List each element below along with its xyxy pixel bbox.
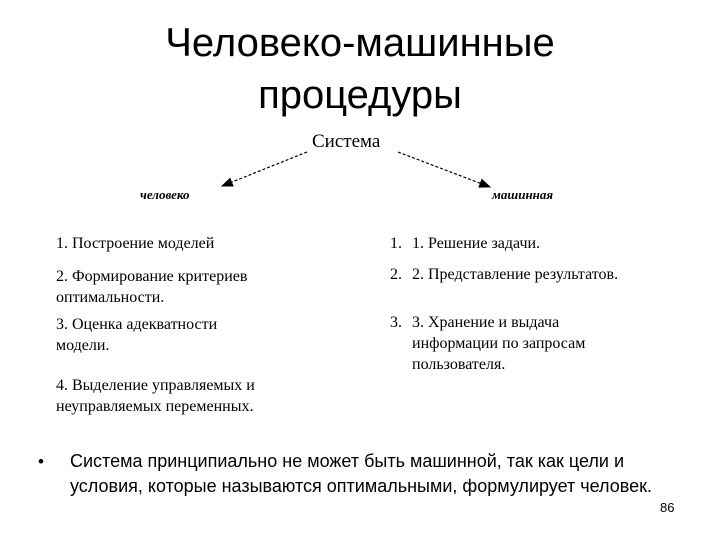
right-item-2-line-1: 2. Представление результатов. <box>412 266 619 283</box>
left-item-1 <box>56 233 214 254</box>
slide-title-line-1: Человеко-машинные <box>165 21 555 65</box>
right-item-1 <box>390 233 540 254</box>
right-item-3-line-2: информации по запросам <box>412 335 586 352</box>
page-number: 86 <box>660 500 675 515</box>
right-item-1-line-1: 1. Решение задачи. <box>412 235 541 252</box>
right-item-2-number: 2. <box>390 266 402 283</box>
right-branch-label: машинная <box>492 187 554 202</box>
bullet-text: Система принципиально не может быть машинной, так как цели и условия, которые называются оптимальными, формулирует человек. <box>70 451 653 496</box>
left-item-2-line-2: оптимальности. <box>56 289 165 306</box>
left-item-2-line-1: 2. Формирование критериев <box>56 268 248 285</box>
bullet-symbol: • <box>38 452 44 471</box>
left-arrow <box>222 152 307 186</box>
left-item-1-line-1: 1. Построение моделей <box>56 235 215 252</box>
left-item-4-line-2: неуправляемых переменных. <box>56 398 254 415</box>
right-item-3 <box>390 312 585 375</box>
right-item-3-line-1: 3. Хранение и выдача <box>412 314 560 331</box>
left-branch-label: человеко <box>140 187 190 202</box>
diagram-root-label: Система <box>312 131 381 152</box>
slide-title-line-2: процедуры <box>258 73 462 117</box>
left-item-3 <box>56 314 217 356</box>
right-item-1-number: 1. <box>390 235 402 252</box>
left-item-4-line-1: 4. Выделение управляемых и <box>56 377 255 394</box>
left-item-4 <box>56 375 255 417</box>
left-item-2 <box>56 266 247 308</box>
right-item-3-number: 3. <box>390 314 402 331</box>
left-item-3-line-1: 3. Оценка адекватности <box>56 316 218 333</box>
left-item-3-line-2: модели. <box>56 337 110 354</box>
right-item-2 <box>390 264 618 285</box>
right-item-3-line-3: пользователя. <box>412 356 506 373</box>
right-arrow <box>398 152 490 187</box>
